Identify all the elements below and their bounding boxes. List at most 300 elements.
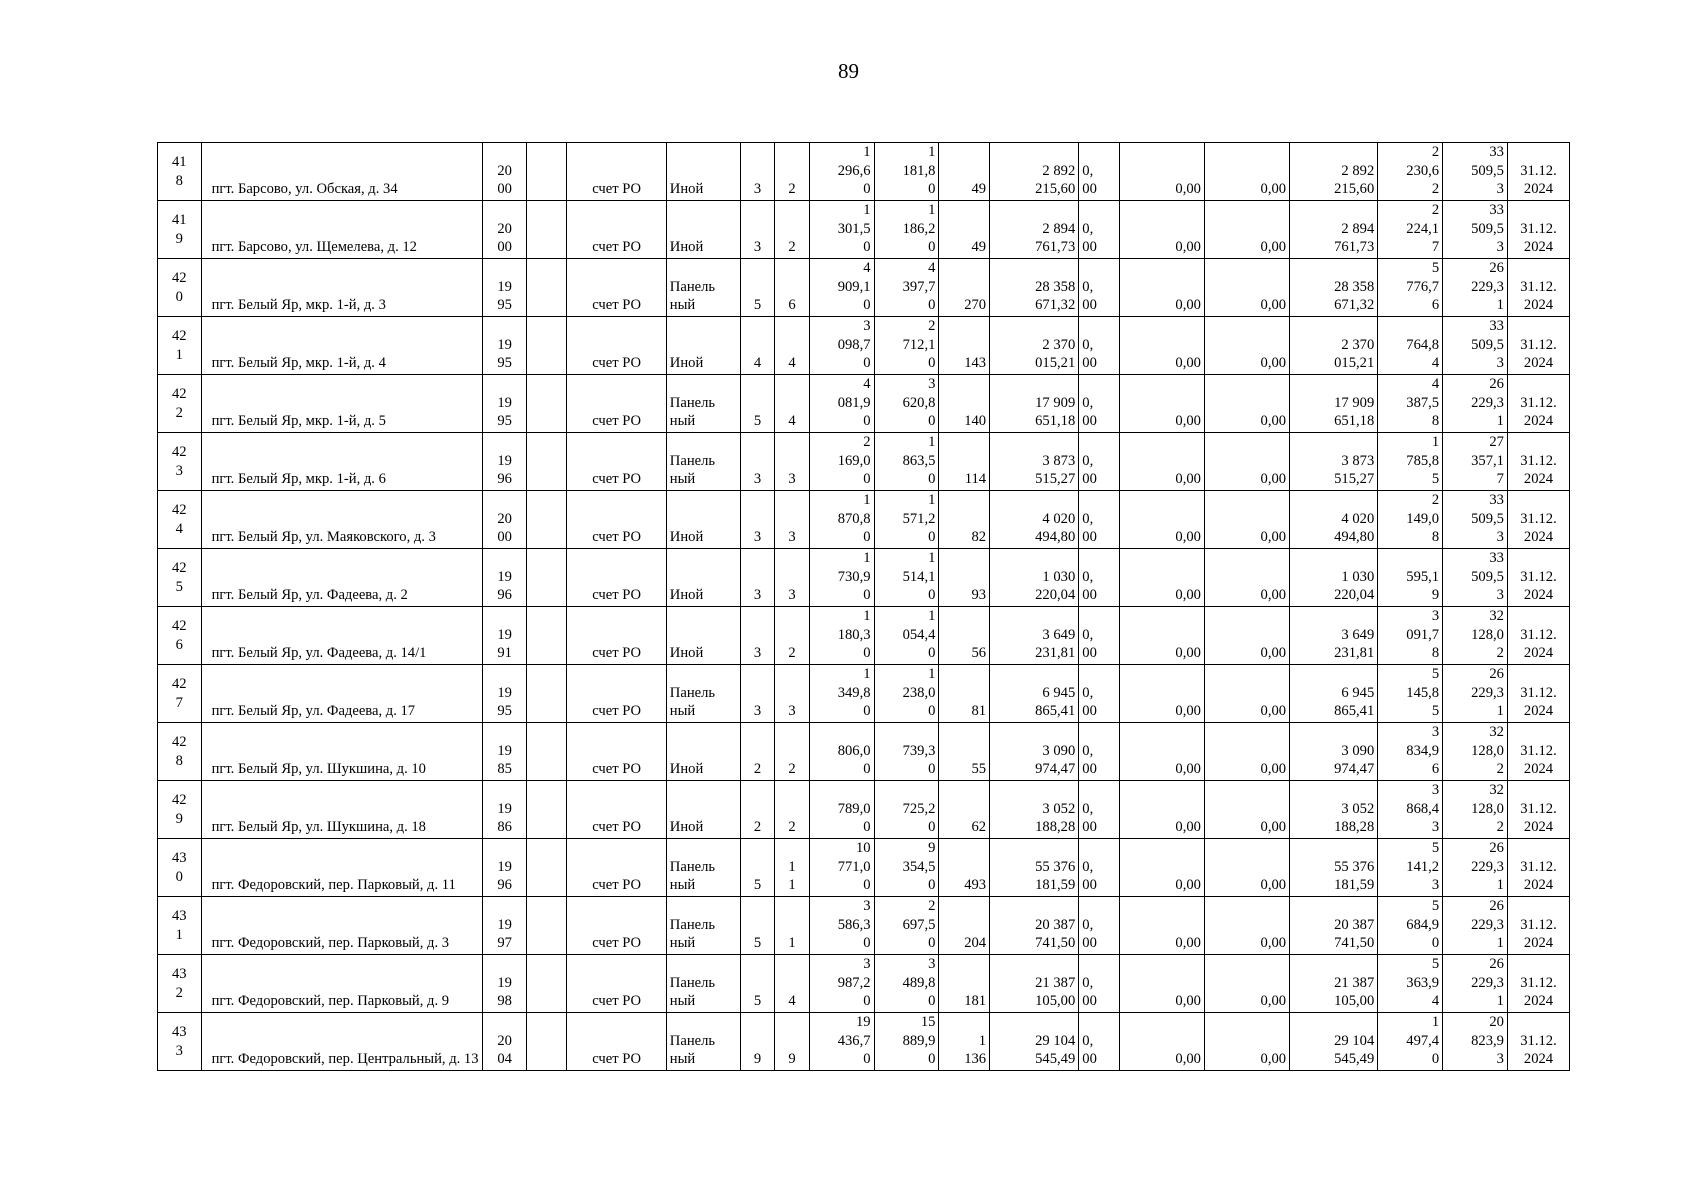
unit-cost-cell: 1 497,4 0 <box>1378 1013 1443 1071</box>
wall-material-cell: Иной <box>666 143 740 201</box>
table-row <box>158 839 1570 897</box>
wall-material-cell: Иной <box>666 201 740 259</box>
owners-funds-cell: 4 020 494,80 <box>1290 491 1378 549</box>
fund-method-cell: счет РО <box>567 375 666 433</box>
entrances-cell: 9 <box>775 1013 809 1071</box>
owners-funds-cell: 3 090 974,47 <box>1290 723 1378 781</box>
address-cell: пгт. Федоровский, пер. Парковый, д. 9 <box>201 955 483 1013</box>
total-area-cell: 1 870,8 0 <box>809 491 874 549</box>
address-cell: пгт. Белый Яр, мкр. 1-й, д. 5 <box>201 375 483 433</box>
row-number-cell: 42 9 <box>158 781 202 839</box>
total-area-cell: 3 098,7 0 <box>809 317 874 375</box>
budget-share-cell: 0,00 <box>1119 201 1204 259</box>
deadline-cell: 31.12. 2024 <box>1507 259 1569 317</box>
total-cost-cell: 17 909 651,18 <box>990 375 1079 433</box>
empty-cell <box>526 723 567 781</box>
fund-method-cell: счет РО <box>567 665 666 723</box>
budget-share-cell: 0,00 <box>1119 143 1204 201</box>
table-row <box>158 549 1570 607</box>
limit-cost-cell: 33 509,5 3 <box>1443 491 1508 549</box>
total-area-cell: 1 296,6 0 <box>809 143 874 201</box>
table-row <box>158 491 1570 549</box>
table-row <box>158 665 1570 723</box>
residents-cell: 56 <box>939 607 990 665</box>
page-number: 89 <box>838 59 859 83</box>
unit-cost-cell: 3 868,4 3 <box>1378 781 1443 839</box>
unit-cost-cell: 5 684,9 0 <box>1378 897 1443 955</box>
deadline-cell: 31.12. 2024 <box>1507 1013 1569 1071</box>
residents-cell: 62 <box>939 781 990 839</box>
wall-material-cell: Панель ный <box>666 839 740 897</box>
total-cost-cell: 3 090 974,47 <box>990 723 1079 781</box>
floors-cell: 3 <box>740 607 774 665</box>
deadline-cell: 31.12. 2024 <box>1507 143 1569 201</box>
total-area-cell: 1 730,9 0 <box>809 549 874 607</box>
address-cell: пгт. Белый Яр, ул. Фадеева, д. 17 <box>201 665 483 723</box>
fund-method-cell: счет РО <box>567 781 666 839</box>
living-area-cell: 1 863,5 0 <box>874 433 939 491</box>
living-area-cell: 9 354,5 0 <box>874 839 939 897</box>
floors-cell: 5 <box>740 259 774 317</box>
wall-material-cell: Иной <box>666 317 740 375</box>
fund-method-cell: счет РО <box>567 259 666 317</box>
year-built-cell: 19 86 <box>483 781 527 839</box>
row-number-cell: 42 5 <box>158 549 202 607</box>
year-built-cell: 19 95 <box>483 375 527 433</box>
address-cell: пгт. Барсово, ул. Обская, д. 34 <box>201 143 483 201</box>
wall-material-cell: Панель ный <box>666 665 740 723</box>
empty-cell <box>526 955 567 1013</box>
deadline-cell: 31.12. 2024 <box>1507 723 1569 781</box>
fund-method-cell: счет РО <box>567 433 666 491</box>
deadline-cell: 31.12. 2024 <box>1507 491 1569 549</box>
local-budget-cell: 0,00 <box>1204 665 1289 723</box>
deadline-cell: 31.12. 2024 <box>1507 549 1569 607</box>
year-built-cell: 20 00 <box>483 201 527 259</box>
unit-cost-cell: 3 834,9 6 <box>1378 723 1443 781</box>
total-cost-cell: 20 387 741,50 <box>990 897 1079 955</box>
table-row <box>158 723 1570 781</box>
floors-cell: 3 <box>740 143 774 201</box>
entrances-cell: 4 <box>775 375 809 433</box>
floors-cell: 3 <box>740 665 774 723</box>
limit-cost-cell: 33 509,5 3 <box>1443 143 1508 201</box>
living-area-cell: 2 697,5 0 <box>874 897 939 955</box>
fund-share-cell: 0, 00 <box>1079 781 1120 839</box>
local-budget-cell: 0,00 <box>1204 781 1289 839</box>
living-area-cell: 1 571,2 0 <box>874 491 939 549</box>
limit-cost-cell: 32 128,0 2 <box>1443 607 1508 665</box>
living-area-cell: 3 620,8 0 <box>874 375 939 433</box>
local-budget-cell: 0,00 <box>1204 375 1289 433</box>
fund-share-cell: 0, 00 <box>1079 143 1120 201</box>
row-number-cell: 42 7 <box>158 665 202 723</box>
row-number-cell: 42 3 <box>158 433 202 491</box>
year-built-cell: 19 91 <box>483 607 527 665</box>
floors-cell: 3 <box>740 491 774 549</box>
fund-method-cell: счет РО <box>567 897 666 955</box>
total-area-cell: 19 436,7 0 <box>809 1013 874 1071</box>
residents-cell: 55 <box>939 723 990 781</box>
total-area-cell: 10 771,0 0 <box>809 839 874 897</box>
budget-share-cell: 0,00 <box>1119 1013 1204 1071</box>
unit-cost-cell: 595,1 9 <box>1378 549 1443 607</box>
floors-cell: 3 <box>740 433 774 491</box>
unit-cost-cell: 2 230,6 2 <box>1378 143 1443 201</box>
floors-cell: 3 <box>740 549 774 607</box>
owners-funds-cell: 6 945 865,41 <box>1290 665 1378 723</box>
total-cost-cell: 21 387 105,00 <box>990 955 1079 1013</box>
total-area-cell: 806,0 0 <box>809 723 874 781</box>
unit-cost-cell: 5 363,9 4 <box>1378 955 1443 1013</box>
unit-cost-cell: 5 145,8 5 <box>1378 665 1443 723</box>
empty-cell <box>526 607 567 665</box>
local-budget-cell: 0,00 <box>1204 433 1289 491</box>
empty-cell <box>526 665 567 723</box>
table-row <box>158 143 1570 201</box>
limit-cost-cell: 26 229,3 1 <box>1443 259 1508 317</box>
unit-cost-cell: 2 149,0 8 <box>1378 491 1443 549</box>
total-area-cell: 4 909,1 0 <box>809 259 874 317</box>
fund-method-cell: счет РО <box>567 723 666 781</box>
owners-funds-cell: 28 358 671,32 <box>1290 259 1378 317</box>
living-area-cell: 1 238,0 0 <box>874 665 939 723</box>
fund-method-cell: счет РО <box>567 839 666 897</box>
year-built-cell: 19 97 <box>483 897 527 955</box>
total-area-cell: 1 349,8 0 <box>809 665 874 723</box>
living-area-cell: 2 712,1 0 <box>874 317 939 375</box>
fund-method-cell: счет РО <box>567 201 666 259</box>
fund-share-cell: 0, 00 <box>1079 723 1120 781</box>
local-budget-cell: 0,00 <box>1204 839 1289 897</box>
budget-share-cell: 0,00 <box>1119 897 1204 955</box>
address-cell: пгт. Белый Яр, ул. Фадеева, д. 14/1 <box>201 607 483 665</box>
fund-share-cell: 0, 00 <box>1079 201 1120 259</box>
wall-material-cell: Иной <box>666 549 740 607</box>
residents-cell: 81 <box>939 665 990 723</box>
empty-cell <box>526 1013 567 1071</box>
residents-cell: 49 <box>939 143 990 201</box>
budget-share-cell: 0,00 <box>1119 491 1204 549</box>
wall-material-cell: Панель ный <box>666 375 740 433</box>
deadline-cell: 31.12. 2024 <box>1507 781 1569 839</box>
empty-cell <box>526 201 567 259</box>
table-row <box>158 201 1570 259</box>
total-area-cell: 1 301,5 0 <box>809 201 874 259</box>
fund-share-cell: 0, 00 <box>1079 259 1120 317</box>
wall-material-cell: Панель ный <box>666 897 740 955</box>
floors-cell: 5 <box>740 897 774 955</box>
entrances-cell: 2 <box>775 607 809 665</box>
local-budget-cell: 0,00 <box>1204 955 1289 1013</box>
budget-share-cell: 0,00 <box>1119 259 1204 317</box>
unit-cost-cell: 2 224,1 7 <box>1378 201 1443 259</box>
address-cell: пгт. Барсово, ул. Щемелева, д. 12 <box>201 201 483 259</box>
fund-share-cell: 0, 00 <box>1079 607 1120 665</box>
entrances-cell: 4 <box>775 317 809 375</box>
owners-funds-cell: 2 892 215,60 <box>1290 143 1378 201</box>
residents-cell: 493 <box>939 839 990 897</box>
year-built-cell: 19 85 <box>483 723 527 781</box>
limit-cost-cell: 33 509,5 3 <box>1443 549 1508 607</box>
address-cell: пгт. Федоровский, пер. Парковый, д. 11 <box>201 839 483 897</box>
year-built-cell: 20 00 <box>483 143 527 201</box>
limit-cost-cell: 20 823,9 3 <box>1443 1013 1508 1071</box>
local-budget-cell: 0,00 <box>1204 1013 1289 1071</box>
total-cost-cell: 29 104 545,49 <box>990 1013 1079 1071</box>
year-built-cell: 20 00 <box>483 491 527 549</box>
budget-share-cell: 0,00 <box>1119 375 1204 433</box>
total-cost-cell: 3 873 515,27 <box>990 433 1079 491</box>
fund-share-cell: 0, 00 <box>1079 317 1120 375</box>
address-cell: пгт. Федоровский, пер. Центральный, д. 13 <box>201 1013 483 1071</box>
deadline-cell: 31.12. 2024 <box>1507 897 1569 955</box>
owners-funds-cell: 2 894 761,73 <box>1290 201 1378 259</box>
budget-share-cell: 0,00 <box>1119 607 1204 665</box>
row-number-cell: 42 6 <box>158 607 202 665</box>
budget-share-cell: 0,00 <box>1119 549 1204 607</box>
owners-funds-cell: 3 052 188,28 <box>1290 781 1378 839</box>
total-cost-cell: 4 020 494,80 <box>990 491 1079 549</box>
budget-share-cell: 0,00 <box>1119 665 1204 723</box>
empty-cell <box>526 549 567 607</box>
total-area-cell: 1 180,3 0 <box>809 607 874 665</box>
fund-method-cell: счет РО <box>567 549 666 607</box>
deadline-cell: 31.12. 2024 <box>1507 201 1569 259</box>
year-built-cell: 19 95 <box>483 665 527 723</box>
table-row <box>158 375 1570 433</box>
row-number-cell: 41 9 <box>158 201 202 259</box>
budget-share-cell: 0,00 <box>1119 781 1204 839</box>
row-number-cell: 43 2 <box>158 955 202 1013</box>
wall-material-cell: Панель ный <box>666 433 740 491</box>
owners-funds-cell: 20 387 741,50 <box>1290 897 1378 955</box>
limit-cost-cell: 27 357,1 7 <box>1443 433 1508 491</box>
fund-method-cell: счет РО <box>567 955 666 1013</box>
living-area-cell: 1 054,4 0 <box>874 607 939 665</box>
residents-cell: 204 <box>939 897 990 955</box>
fund-share-cell: 0, 00 <box>1079 897 1120 955</box>
address-cell: пгт. Белый Яр, ул. Фадеева, д. 2 <box>201 549 483 607</box>
living-area-cell: 3 489,8 0 <box>874 955 939 1013</box>
unit-cost-cell: 5 141,2 3 <box>1378 839 1443 897</box>
fund-method-cell: счет РО <box>567 607 666 665</box>
local-budget-cell: 0,00 <box>1204 607 1289 665</box>
address-cell: пгт. Федоровский, пер. Парковый, д. 3 <box>201 897 483 955</box>
limit-cost-cell: 26 229,3 1 <box>1443 955 1508 1013</box>
entrances-cell: 1 <box>775 897 809 955</box>
empty-cell <box>526 259 567 317</box>
deadline-cell: 31.12. 2024 <box>1507 839 1569 897</box>
wall-material-cell: Панель ный <box>666 259 740 317</box>
entrances-cell: 6 <box>775 259 809 317</box>
empty-cell <box>526 897 567 955</box>
entrances-cell: 2 <box>775 723 809 781</box>
owners-funds-cell: 29 104 545,49 <box>1290 1013 1378 1071</box>
living-area-cell: 15 889,9 0 <box>874 1013 939 1071</box>
table-row <box>158 259 1570 317</box>
year-built-cell: 19 96 <box>483 839 527 897</box>
local-budget-cell: 0,00 <box>1204 549 1289 607</box>
fund-share-cell: 0, 00 <box>1079 491 1120 549</box>
total-cost-cell: 3 649 231,81 <box>990 607 1079 665</box>
local-budget-cell: 0,00 <box>1204 491 1289 549</box>
empty-cell <box>526 375 567 433</box>
total-area-cell: 4 081,9 0 <box>809 375 874 433</box>
total-cost-cell: 55 376 181,59 <box>990 839 1079 897</box>
table-row <box>158 317 1570 375</box>
empty-cell <box>526 317 567 375</box>
fund-share-cell: 0, 00 <box>1079 433 1120 491</box>
year-built-cell: 19 95 <box>483 317 527 375</box>
fund-method-cell: счет РО <box>567 491 666 549</box>
year-built-cell: 19 98 <box>483 955 527 1013</box>
fund-share-cell: 0, 00 <box>1079 839 1120 897</box>
residents-cell: 270 <box>939 259 990 317</box>
fund-method-cell: счет РО <box>567 1013 666 1071</box>
total-cost-cell: 28 358 671,32 <box>990 259 1079 317</box>
empty-cell <box>526 839 567 897</box>
local-budget-cell: 0,00 <box>1204 317 1289 375</box>
owners-funds-cell: 2 370 015,21 <box>1290 317 1378 375</box>
empty-cell <box>526 143 567 201</box>
year-built-cell: 19 96 <box>483 549 527 607</box>
fund-share-cell: 0, 00 <box>1079 665 1120 723</box>
budget-share-cell: 0,00 <box>1119 317 1204 375</box>
owners-funds-cell: 3 873 515,27 <box>1290 433 1378 491</box>
entrances-cell: 2 <box>775 201 809 259</box>
limit-cost-cell: 26 229,3 1 <box>1443 839 1508 897</box>
residents-cell: 114 <box>939 433 990 491</box>
floors-cell: 5 <box>740 955 774 1013</box>
wall-material-cell: Панель ный <box>666 1013 740 1071</box>
owners-funds-cell: 3 649 231,81 <box>1290 607 1378 665</box>
entrances-cell: 2 <box>775 781 809 839</box>
residents-cell: 82 <box>939 491 990 549</box>
entrances-cell: 2 <box>775 143 809 201</box>
total-cost-cell: 3 052 188,28 <box>990 781 1079 839</box>
limit-cost-cell: 32 128,0 2 <box>1443 723 1508 781</box>
total-cost-cell: 1 030 220,04 <box>990 549 1079 607</box>
floors-cell: 2 <box>740 723 774 781</box>
year-built-cell: 19 96 <box>483 433 527 491</box>
residents-cell: 181 <box>939 955 990 1013</box>
local-budget-cell: 0,00 <box>1204 897 1289 955</box>
fund-method-cell: счет РО <box>567 317 666 375</box>
year-built-cell: 20 04 <box>483 1013 527 1071</box>
wall-material-cell: Иной <box>666 491 740 549</box>
living-area-cell: 725,2 0 <box>874 781 939 839</box>
living-area-cell: 739,3 0 <box>874 723 939 781</box>
deadline-cell: 31.12. 2024 <box>1507 375 1569 433</box>
table-row <box>158 433 1570 491</box>
limit-cost-cell: 32 128,0 2 <box>1443 781 1508 839</box>
row-number-cell: 42 1 <box>158 317 202 375</box>
entrances-cell: 3 <box>775 491 809 549</box>
unit-cost-cell: 3 091,7 8 <box>1378 607 1443 665</box>
total-cost-cell: 2 892 215,60 <box>990 143 1079 201</box>
local-budget-cell: 0,00 <box>1204 259 1289 317</box>
row-number-cell: 42 0 <box>158 259 202 317</box>
wall-material-cell: Иной <box>666 607 740 665</box>
total-cost-cell: 6 945 865,41 <box>990 665 1079 723</box>
fund-method-cell: счет РО <box>567 143 666 201</box>
fund-share-cell: 0, 00 <box>1079 375 1120 433</box>
limit-cost-cell: 26 229,3 1 <box>1443 897 1508 955</box>
limit-cost-cell: 26 229,3 1 <box>1443 375 1508 433</box>
budget-share-cell: 0,00 <box>1119 723 1204 781</box>
deadline-cell: 31.12. 2024 <box>1507 607 1569 665</box>
residents-cell: 93 <box>939 549 990 607</box>
row-number-cell: 42 4 <box>158 491 202 549</box>
address-cell: пгт. Белый Яр, ул. Маяковского, д. 3 <box>201 491 483 549</box>
row-number-cell: 43 1 <box>158 897 202 955</box>
fund-share-cell: 0, 00 <box>1079 955 1120 1013</box>
budget-share-cell: 0,00 <box>1119 839 1204 897</box>
owners-funds-cell: 17 909 651,18 <box>1290 375 1378 433</box>
empty-cell <box>526 491 567 549</box>
table-row <box>158 607 1570 665</box>
budget-share-cell: 0,00 <box>1119 433 1204 491</box>
living-area-cell: 1 181,8 0 <box>874 143 939 201</box>
unit-cost-cell: 764,8 4 <box>1378 317 1443 375</box>
residents-cell: 49 <box>939 201 990 259</box>
unit-cost-cell: 5 776,7 6 <box>1378 259 1443 317</box>
address-cell: пгт. Белый Яр, ул. Шукшина, д. 18 <box>201 781 483 839</box>
residents-cell: 143 <box>939 317 990 375</box>
entrances-cell: 4 <box>775 955 809 1013</box>
deadline-cell: 31.12. 2024 <box>1507 665 1569 723</box>
entrances-cell: 3 <box>775 549 809 607</box>
local-budget-cell: 0,00 <box>1204 723 1289 781</box>
budget-share-cell: 0,00 <box>1119 955 1204 1013</box>
entrances-cell: 1 1 <box>775 839 809 897</box>
total-cost-cell: 2 894 761,73 <box>990 201 1079 259</box>
entrances-cell: 3 <box>775 433 809 491</box>
wall-material-cell: Панель ный <box>666 955 740 1013</box>
row-number-cell: 43 3 <box>158 1013 202 1071</box>
entrances-cell: 3 <box>775 665 809 723</box>
floors-cell: 5 <box>740 375 774 433</box>
empty-cell <box>526 433 567 491</box>
total-cost-cell: 2 370 015,21 <box>990 317 1079 375</box>
owners-funds-cell: 55 376 181,59 <box>1290 839 1378 897</box>
total-area-cell: 3 586,3 0 <box>809 897 874 955</box>
row-number-cell: 42 8 <box>158 723 202 781</box>
limit-cost-cell: 33 509,5 3 <box>1443 317 1508 375</box>
row-number-cell: 41 8 <box>158 143 202 201</box>
year-built-cell: 19 95 <box>483 259 527 317</box>
total-area-cell: 3 987,2 0 <box>809 955 874 1013</box>
floors-cell: 4 <box>740 317 774 375</box>
address-cell: пгт. Белый Яр, мкр. 1-й, д. 3 <box>201 259 483 317</box>
floors-cell: 3 <box>740 201 774 259</box>
repair-program-table <box>157 142 1570 1071</box>
empty-cell <box>526 781 567 839</box>
local-budget-cell: 0,00 <box>1204 201 1289 259</box>
address-cell: пгт. Белый Яр, мкр. 1-й, д. 6 <box>201 433 483 491</box>
fund-share-cell: 0, 00 <box>1079 1013 1120 1071</box>
address-cell: пгт. Белый Яр, мкр. 1-й, д. 4 <box>201 317 483 375</box>
deadline-cell: 31.12. 2024 <box>1507 433 1569 491</box>
limit-cost-cell: 26 229,3 1 <box>1443 665 1508 723</box>
floors-cell: 9 <box>740 1013 774 1071</box>
owners-funds-cell: 21 387 105,00 <box>1290 955 1378 1013</box>
floors-cell: 2 <box>740 781 774 839</box>
deadline-cell: 31.12. 2024 <box>1507 317 1569 375</box>
table-row <box>158 1013 1570 1071</box>
table-body <box>158 143 1570 1071</box>
